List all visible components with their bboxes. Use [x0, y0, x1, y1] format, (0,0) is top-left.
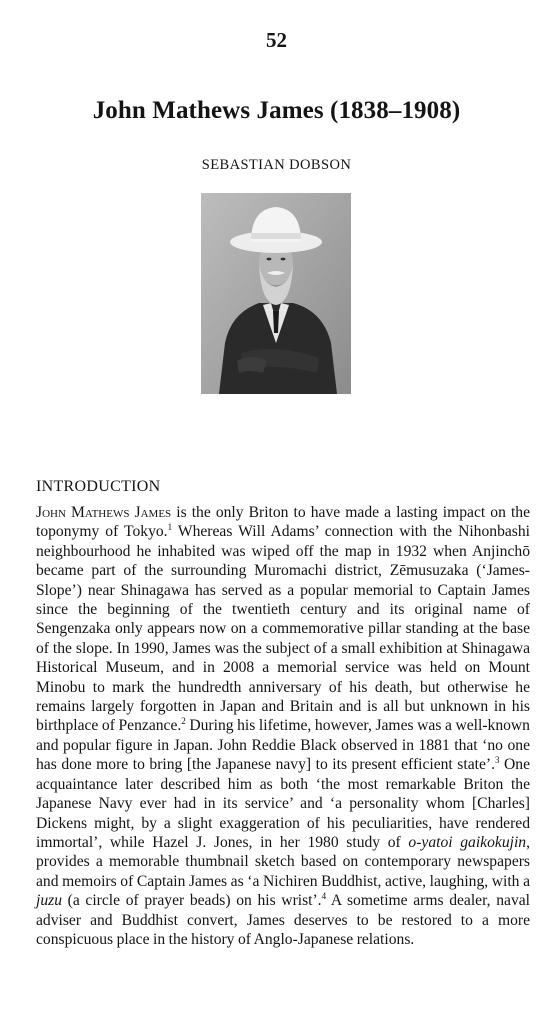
footnote-ref: 4	[321, 890, 327, 901]
footnote-ref: 2	[181, 716, 186, 727]
text-run: Whereas Will Adams’ connection with the Nihonbashi neighbourhood he inhabited was wiped off the map in 1932 when Anjinchō became part of the surrounding Muromachi district, Zēmusuzaka (‘James-Slope’) near Shinagawa has served as a popular memorial to Captain James since the beginning of the twentieth century and its original name of Sengenzaka only appears now on a commemorative pillar standing at the base of the slope. In 1990, James was the subject of a small exhibition at Shinagawa Historical Museum, and in 2008 a memorial service was held on Mount Minobu to mark the hundredth anniversary of his death, but otherwise he remains largely forgotten in Japan and Britain and is all but unknown in his birthplace of Penzance.	[36, 523, 530, 735]
portrait-photo	[201, 193, 351, 394]
section-heading: INTRODUCTION	[36, 478, 161, 495]
italic-term: o-yatoi gaikokujin	[408, 833, 527, 851]
text-run: One acquaintance later described him as both ‘the most remarkable Briton the Japanese Navy ever had in its service’ and ‘a personality whom [Charles] Dickens might, by a slight exaggeration of his peculiarities, have rendered immortal’, while Hazel J. Jones, in her 1980 study of	[36, 756, 530, 851]
text-run: , provides a memorable thumbnail sketch based on contemporary newspapers and memoirs of Captain James as ‘a Nichiren Buddhist, active, laughing, with a	[36, 833, 530, 890]
chapter-title: John Mathews James (1838–1908)	[92, 97, 461, 124]
portrait-illustration	[201, 193, 351, 394]
body-paragraph	[36, 503, 530, 949]
text-run: During his lifetime, however, James was a well-known and popular figure in Japan. John Reddie Black observed in 1881 that ‘no one has done more to bring [the Japanese navy] to its present efficient state’.	[36, 717, 530, 774]
text-run: is the only Briton to have made a lasting impact on the toponymy of Tokyo.	[36, 504, 530, 541]
text-run: (a circle of prayer beads) on his wrist’.	[62, 892, 322, 910]
footnote-ref: 3	[494, 755, 500, 766]
italic-term: juzu	[36, 892, 62, 910]
footnote-ref: 1	[167, 522, 173, 533]
text-run: A sometime arms dealer, naval adviser and Buddhist convert, James deserves to be restored to a more conspicuous place in the history of Anglo-Japanese relations.	[36, 892, 530, 948]
page-number: 52	[266, 28, 287, 52]
author-name: SEBASTIAN DOBSON	[201, 157, 352, 173]
lead-name: John Mathews James	[36, 504, 172, 521]
